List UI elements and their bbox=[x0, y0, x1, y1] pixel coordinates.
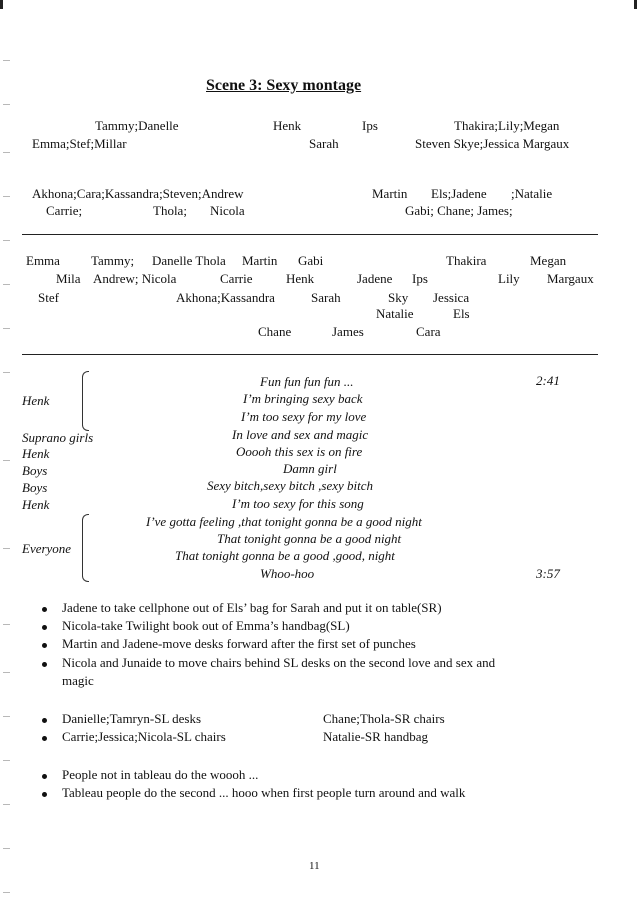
cast-name: James bbox=[332, 324, 364, 339]
cast-name: Ips bbox=[412, 271, 428, 286]
cast-name: Gabi; Chane; James; bbox=[405, 203, 513, 218]
bullet bbox=[42, 736, 47, 741]
cast-name: Megan bbox=[530, 253, 567, 268]
note-item: Tableau people do the second ... hooo when first people turn around and walk bbox=[62, 785, 466, 800]
bullet bbox=[42, 643, 47, 648]
singer-label: Boys bbox=[22, 480, 48, 495]
lyric-line: That tonight gonna be a good ,good, night bbox=[175, 548, 395, 563]
cast-name: Steven Skye;Jessica Margaux bbox=[415, 136, 570, 151]
margin-mark bbox=[3, 892, 10, 893]
scan-edge-mark-right bbox=[634, 0, 637, 9]
cast-name: Andrew; Nicola bbox=[93, 271, 177, 286]
cast-name: Jadene bbox=[357, 271, 393, 286]
divider bbox=[22, 234, 598, 235]
note-item: Jadene to take cellphone out of Els’ bag for Sarah and put it on table(SR) bbox=[62, 600, 442, 615]
cast-name: Tammy; bbox=[91, 253, 135, 268]
lyric-line: Fun fun fun fun ... bbox=[260, 374, 354, 389]
lyric-line: Sexy bitch,sexy bitch ,sexy bitch bbox=[207, 478, 374, 493]
cast-name: Henk bbox=[286, 271, 315, 286]
singer-label: Henk bbox=[22, 446, 50, 461]
cast-name: Jessica bbox=[433, 290, 470, 305]
singer-label: Henk bbox=[22, 497, 50, 512]
brace-everyone bbox=[82, 514, 89, 582]
margin-mark bbox=[3, 104, 10, 105]
bullet bbox=[42, 718, 47, 723]
singer-label: Suprano girls bbox=[22, 430, 94, 445]
cast-name: Els bbox=[453, 306, 470, 321]
brace-henk bbox=[82, 371, 89, 431]
lyric-line: Whoo-hoo bbox=[260, 566, 315, 581]
bullet bbox=[42, 792, 47, 797]
note-item: Martin and Jadene-move desks forward after the first set of punches bbox=[62, 636, 416, 651]
lyric-line: Ooooh this sex is on fire bbox=[236, 444, 363, 459]
cast-name: Sarah bbox=[309, 136, 339, 151]
lyric-line: I’m bringing sexy back bbox=[243, 391, 363, 406]
margin-mark bbox=[3, 460, 10, 461]
cast-name: Tammy;Danelle bbox=[95, 118, 179, 133]
margin-mark bbox=[3, 328, 10, 329]
margin-mark bbox=[3, 284, 10, 285]
margin-mark bbox=[3, 672, 10, 673]
page-number: 11 bbox=[309, 860, 320, 872]
cast-name: Thakira;Lily;Megan bbox=[454, 118, 560, 133]
lyric-line: I’m too sexy for this song bbox=[232, 496, 364, 511]
margin-mark bbox=[3, 240, 10, 241]
cast-name: Margaux bbox=[547, 271, 594, 286]
singer-label: Everyone bbox=[22, 541, 72, 556]
cast-name: Sarah bbox=[311, 290, 341, 305]
divider bbox=[22, 354, 598, 355]
cast-name: Martin bbox=[372, 186, 408, 201]
margin-mark bbox=[3, 760, 10, 761]
note-item-continued: magic bbox=[62, 673, 94, 688]
margin-mark bbox=[3, 848, 10, 849]
lyric-line: I’m too sexy for my love bbox=[241, 409, 367, 424]
time-start: 2:41 bbox=[536, 373, 560, 388]
cast-name: Gabi bbox=[298, 253, 324, 268]
cast-name: Chane bbox=[258, 324, 292, 339]
lyric-line: Damn girl bbox=[283, 461, 337, 476]
note-item: Nicola-take Twilight book out of Emma’s handbag(SL) bbox=[62, 618, 350, 633]
bullet bbox=[42, 774, 47, 779]
cast-name: Martin bbox=[242, 253, 278, 268]
singer-label: Henk bbox=[22, 393, 50, 408]
time-end: 3:57 bbox=[536, 566, 560, 581]
cast-name: Henk bbox=[273, 118, 302, 133]
lyric-line: In love and sex and magic bbox=[232, 427, 369, 442]
margin-mark bbox=[3, 60, 10, 61]
bullet bbox=[42, 607, 47, 612]
note-item: Danielle;Tamryn-SL desks bbox=[62, 711, 202, 726]
cast-name: Danelle Thola bbox=[152, 253, 226, 268]
margin-mark bbox=[3, 152, 10, 153]
margin-mark bbox=[3, 548, 10, 549]
cast-name: Emma;Stef;Millar bbox=[32, 136, 127, 151]
note-item: Carrie;Jessica;Nicola-SL chairs bbox=[62, 729, 226, 744]
note-item: People not in tableau do the woooh ... bbox=[62, 767, 259, 782]
margin-mark bbox=[3, 372, 10, 373]
cast-name: Thola; bbox=[153, 203, 187, 218]
cast-name: Ips bbox=[362, 118, 378, 133]
margin-mark bbox=[3, 624, 10, 625]
cast-name: Akhona;Cara;Kassandra;Steven;Andrew bbox=[32, 186, 244, 201]
cast-name: Stef bbox=[38, 290, 59, 305]
cast-name: Emma bbox=[26, 253, 60, 268]
singer-label: Boys bbox=[22, 463, 48, 478]
cast-name: Natalie bbox=[376, 306, 414, 321]
margin-mark bbox=[3, 196, 10, 197]
cast-name: Nicola bbox=[210, 203, 245, 218]
cast-name: Lily bbox=[498, 271, 520, 286]
cast-name: Els;Jadene bbox=[431, 186, 487, 201]
lyric-line: I’ve gotta feeling ,that tonight gonna be a good night bbox=[146, 514, 422, 529]
cast-name: Carrie; bbox=[46, 203, 83, 218]
cast-name: Thakira bbox=[446, 253, 487, 268]
cast-name: Akhona;Kassandra bbox=[176, 290, 275, 305]
page-title: Scene 3: Sexy montage bbox=[206, 77, 362, 94]
cast-name: Carrie bbox=[220, 271, 253, 286]
lyric-line: That tonight gonna be a good night bbox=[217, 531, 402, 546]
bullet bbox=[42, 662, 47, 667]
cast-name: Mila bbox=[56, 271, 81, 286]
scan-edge-mark-left bbox=[0, 0, 3, 9]
note-item: Natalie-SR handbag bbox=[323, 729, 429, 744]
note-item: Chane;Thola-SR chairs bbox=[323, 711, 445, 726]
cast-name: Cara bbox=[416, 324, 441, 339]
cast-name: ;Natalie bbox=[511, 186, 553, 201]
note-item: Nicola and Junaide to move chairs behind SL desks on the second love and sex and bbox=[62, 655, 496, 670]
cast-name: Sky bbox=[388, 290, 409, 305]
margin-mark bbox=[3, 804, 10, 805]
bullet bbox=[42, 625, 47, 630]
margin-mark bbox=[3, 716, 10, 717]
